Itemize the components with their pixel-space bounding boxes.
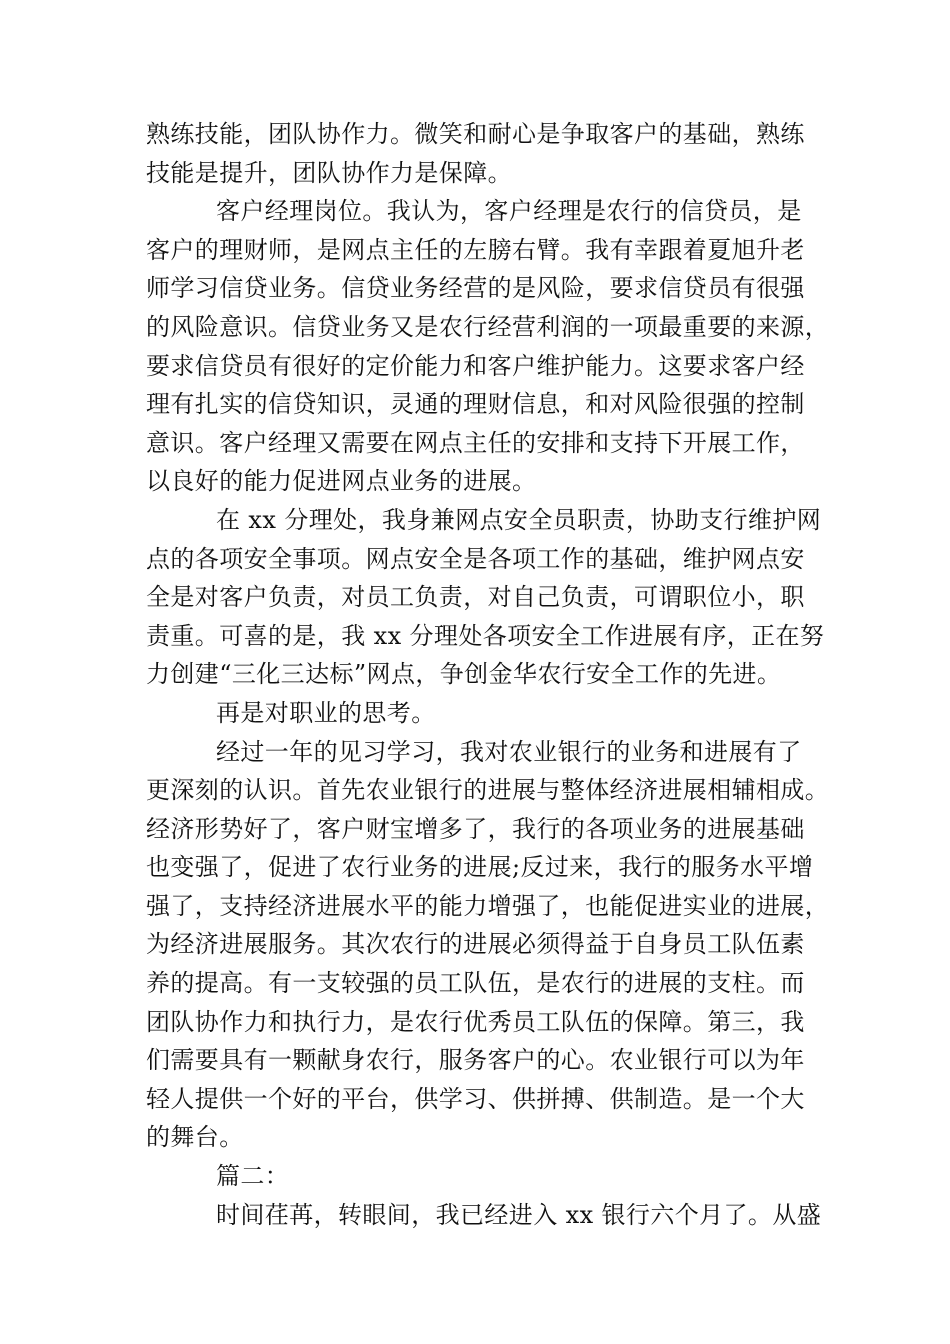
text-line: 以良好的能力促进网点业务的进展。 (146, 467, 537, 496)
text-line: 强了，支持经济进展水平的能力增强了，也能促进实业的进展， (146, 891, 830, 920)
document-body (146, 115, 830, 1234)
text-line: 点的各项安全事项。网点安全是各项工作的基础，维护网点安 (146, 544, 805, 573)
text-line: 要求信贷员有很好的定价能力和客户维护能力。这要求客户经 (146, 351, 805, 380)
text-line: 轻人提供一个好的平台，供学习、供拼搏、供制造。是一个大 (146, 1084, 805, 1113)
text-line: 经济形势好了，客户财宝增多了，我行的各项业务的进展基础 (146, 814, 805, 843)
text-line: 的风险意识。信贷业务又是农行经营利润的一项最重要的来源， (146, 312, 830, 341)
text-line: 再是对职业的思考。 (216, 698, 436, 727)
text-line: 的舞台。 (146, 1123, 244, 1152)
text-line: 客户经理岗位。我认为，客户经理是农行的信贷员，是 (216, 197, 802, 226)
text-line: 更深刻的认识。首先农业银行的进展与整体经济进展相辅相成。 (146, 776, 830, 805)
text-line: 养的提高。有一支较强的员工队伍，是农行的进展的支柱。而 (146, 969, 805, 998)
text-line: 时间荏苒，转眼间，我已经进入 xx 银行六个月了。从盛 (216, 1200, 822, 1229)
text-line: 师学习信贷业务。信贷业务经营的是风险，要求信贷员有很强 (146, 274, 805, 303)
text-line: 团队协作力和执行力，是农行优秀员工队伍的保障。第三，我 (146, 1007, 805, 1036)
text-line: 理有扎实的信贷知识，灵通的理财信息，和对风险很强的控制 (146, 390, 805, 419)
text-line: 篇二： (216, 1162, 290, 1191)
text-line: 们需要具有一颗献身农行，服务客户的心。农业银行可以为年 (146, 1046, 805, 1075)
text-line: 责重。可喜的是，我 xx 分理处各项安全工作进展有序，正在努 (146, 621, 825, 650)
text-line: 力创建“三化三达标”网点，争创金华农行安全工作的先进。 (146, 660, 782, 689)
text-line: 熟练技能，团队协作力。微笑和耐心是争取客户的基础，熟练 (146, 120, 805, 148)
text-line: 全是对客户负责，对员工负责，对自己负责，可谓职位小，职 (146, 583, 805, 612)
text-line: 为经济进展服务。其次农行的进展必须得益于自身员工队伍素 (146, 930, 805, 959)
text-line: 也变强了，促进了农行业务的进展;反过来，我行的服务水平增 (146, 853, 814, 882)
text-line: 技能是提升，团队协作力是保障。 (146, 158, 512, 187)
text-line: 经过一年的见习学习，我对农业银行的业务和进展有了 (216, 737, 802, 766)
text-line: 在 xx 分理处，我身兼网点安全员职责，协助支行维护网 (216, 505, 822, 534)
text-line: 客户的理财师，是网点主任的左膀右臂。我有幸跟着夏旭升老 (146, 235, 805, 264)
text-line: 意识。客户经理又需要在网点主任的安排和支持下开展工作， (146, 428, 805, 457)
